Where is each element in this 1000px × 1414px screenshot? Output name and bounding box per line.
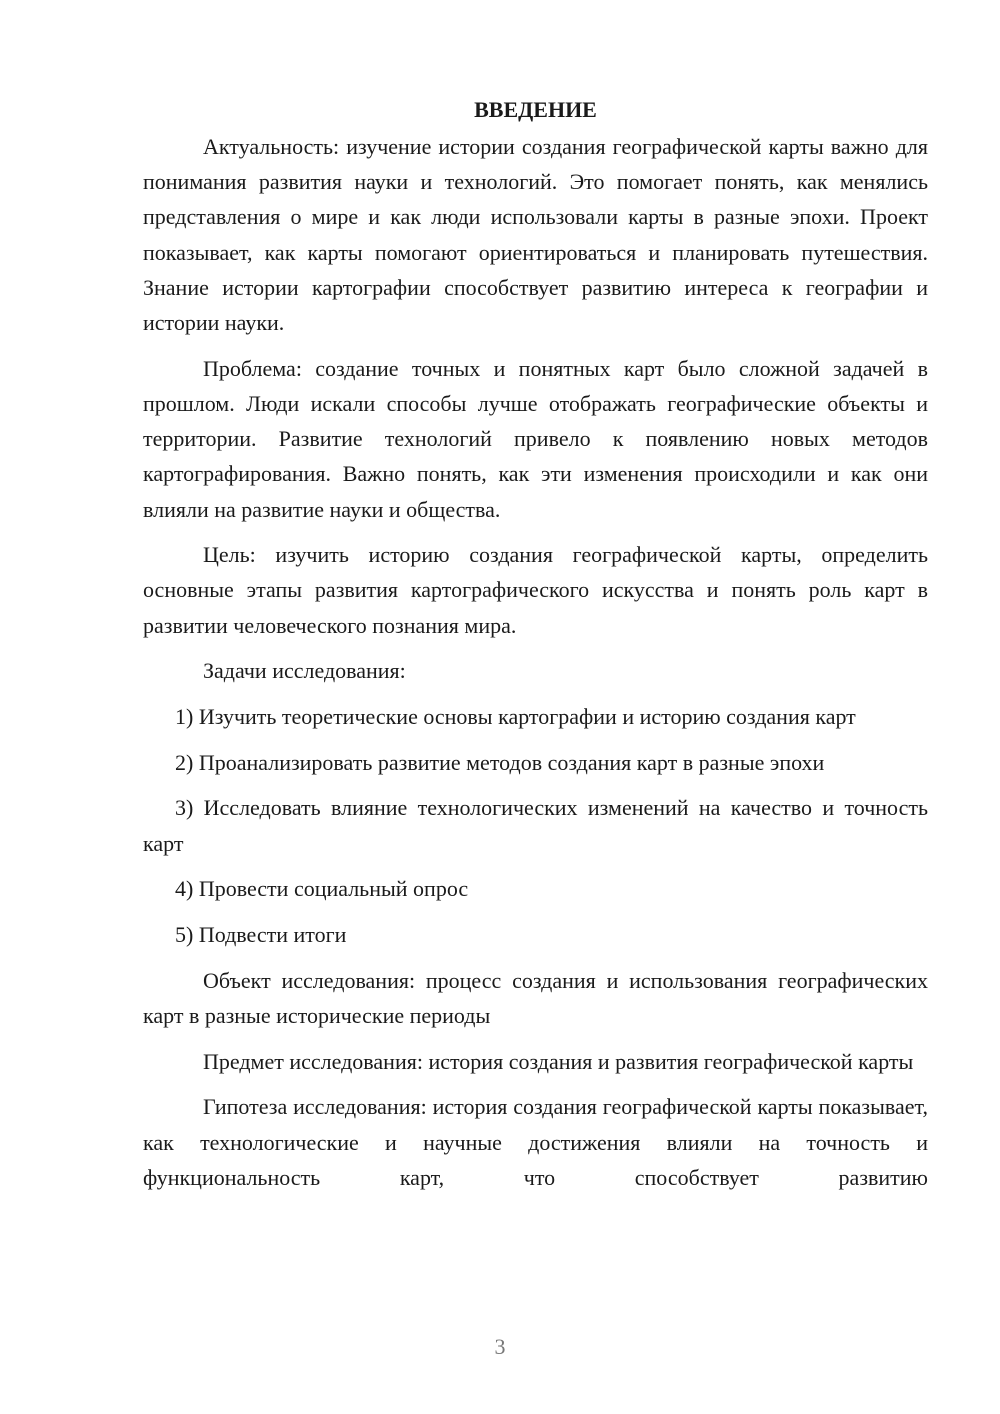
goal-paragraph: Цель: изучить историю создания географической карты, определить основные этапы развития картографического искусства и понять роль карт в развитии человеческого познания мира. (143, 542, 928, 638)
page-number: 3 (494, 1334, 506, 1359)
task-item-2: 2) Проанализировать развитие методов создания карт в разные эпохи (175, 749, 825, 775)
task-item-3: 3) Исследовать влияние технологических изменений на качество и точность карт (143, 795, 928, 856)
problem-paragraph: Проблема: создание точных и понятных карт было сложной задачей в прошлом. Люди искали способы лучше отображать географические объекты и территории. Развитие технологий привело к появлению новых методов картографирования. Важно понять, как эти изменения происходили и как они влияли на развитие науки и общества. (143, 355, 928, 522)
tasks-title: Задачи исследования: (203, 658, 406, 684)
task-item-5: 5) Подвести итоги (175, 922, 347, 948)
document-page (143, 92, 928, 1195)
task-item-4: 4) Провести социальный опрос (175, 876, 469, 902)
relevance-paragraph: Актуальность: изучение истории создания географической карты важно для понимания развития науки и технологий. Это помогает понять, как менялись представления о мире и как люди использовали карты в разные эпохи. Проект показывает, как карты помогают ориентироваться и планировать путешествия. Знание истории картографии способствует развитию интереса к географии и истории науки. (143, 134, 928, 336)
object-paragraph: Объект исследования: процесс создания и использования географических карт в разные исторические периоды (143, 967, 928, 1028)
section-heading: ВВЕДЕНИЕ (474, 97, 597, 122)
subject-paragraph: Предмет исследования: история создания и развития географической карты (203, 1048, 914, 1074)
task-item-1: 1) Изучить теоретические основы картографии и историю создания карт (175, 704, 856, 730)
hypothesis-paragraph: Гипотеза исследования: история создания географической карты показывает, как технологические и научные достижения влияли на точность и функциональность карт, что способствует развитию (143, 1094, 928, 1190)
